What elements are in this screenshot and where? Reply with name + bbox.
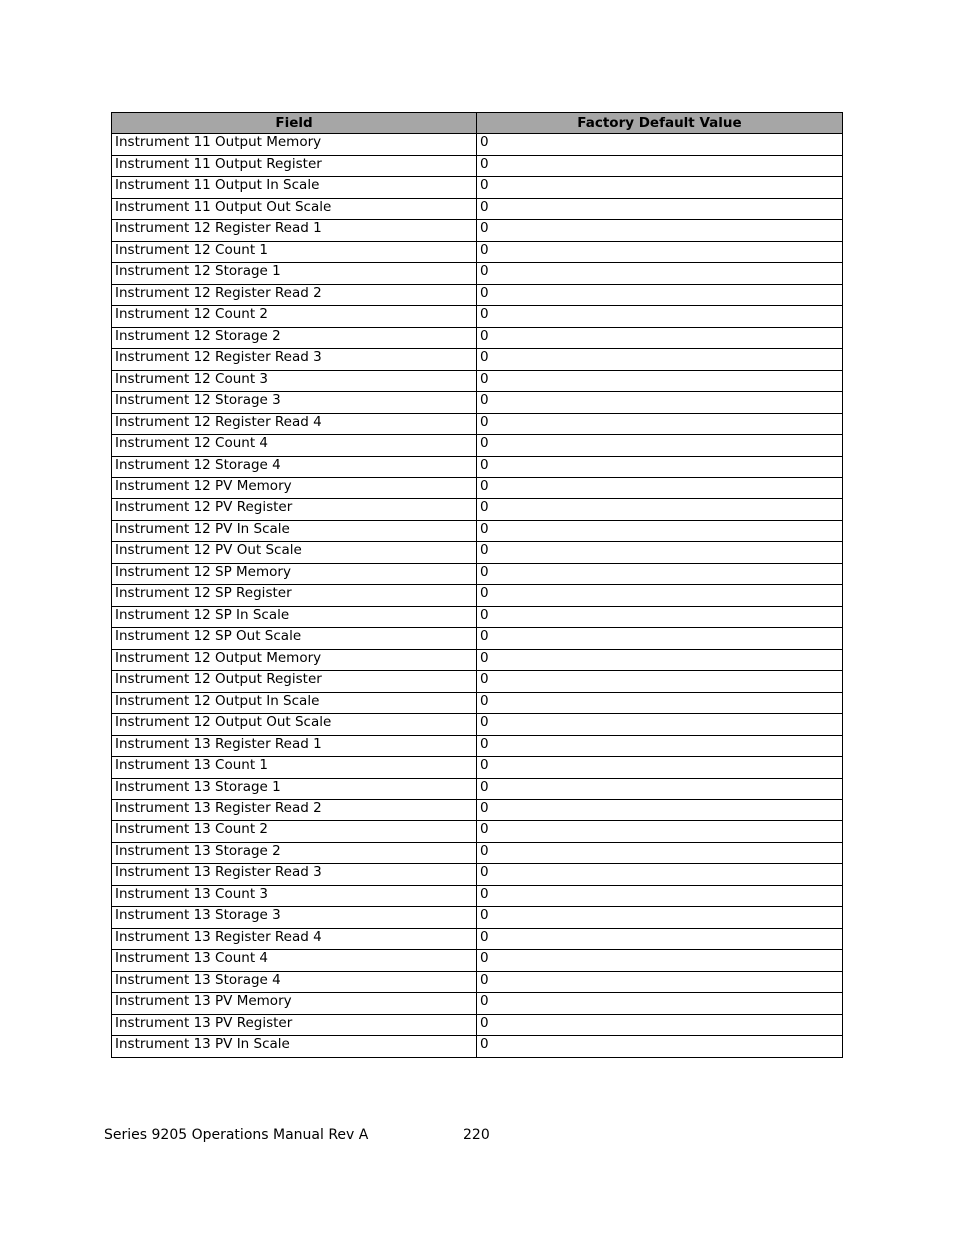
table-row bbox=[112, 606, 843, 627]
default-value-cell: 0 bbox=[477, 499, 843, 520]
table-row bbox=[112, 714, 843, 735]
field-cell: Instrument 12 SP Register bbox=[112, 585, 477, 606]
default-value-cell: 0 bbox=[477, 735, 843, 756]
column-header-field: Field bbox=[112, 113, 477, 134]
table-row bbox=[112, 864, 843, 885]
table-row bbox=[112, 349, 843, 370]
field-cell: Instrument 12 SP Memory bbox=[112, 563, 477, 584]
default-value-cell: 0 bbox=[477, 606, 843, 627]
field-cell: Instrument 12 Output In Scale bbox=[112, 692, 477, 713]
default-value-cell: 0 bbox=[477, 885, 843, 906]
default-value-cell: 0 bbox=[477, 306, 843, 327]
table-row bbox=[112, 520, 843, 541]
default-value-cell: 0 bbox=[477, 134, 843, 155]
default-value-cell: 0 bbox=[477, 435, 843, 456]
table-row bbox=[112, 692, 843, 713]
table-row bbox=[112, 1036, 843, 1057]
table-row bbox=[112, 649, 843, 670]
table-row bbox=[112, 563, 843, 584]
default-value-cell: 0 bbox=[477, 778, 843, 799]
table-row bbox=[112, 477, 843, 498]
field-cell: Instrument 13 Count 3 bbox=[112, 885, 477, 906]
table-row bbox=[112, 585, 843, 606]
default-value-cell: 0 bbox=[477, 821, 843, 842]
field-cell: Instrument 12 Count 2 bbox=[112, 306, 477, 327]
default-value-cell: 0 bbox=[477, 971, 843, 992]
field-cell: Instrument 12 Output Memory bbox=[112, 649, 477, 670]
field-cell: Instrument 12 Register Read 1 bbox=[112, 220, 477, 241]
field-cell: Instrument 12 Output Register bbox=[112, 671, 477, 692]
table-row bbox=[112, 284, 843, 305]
field-cell: Instrument 12 Register Read 3 bbox=[112, 349, 477, 370]
default-value-cell: 0 bbox=[477, 284, 843, 305]
table-row bbox=[112, 327, 843, 348]
table-row bbox=[112, 950, 843, 971]
default-value-cell: 0 bbox=[477, 649, 843, 670]
field-cell: Instrument 12 Register Read 4 bbox=[112, 413, 477, 434]
table-row bbox=[112, 778, 843, 799]
default-value-cell: 0 bbox=[477, 671, 843, 692]
field-cell: Instrument 12 Register Read 2 bbox=[112, 284, 477, 305]
default-value-cell: 0 bbox=[477, 263, 843, 284]
table-row bbox=[112, 735, 843, 756]
field-cell: Instrument 13 PV Register bbox=[112, 1014, 477, 1035]
table-row bbox=[112, 671, 843, 692]
field-cell: Instrument 12 SP In Scale bbox=[112, 606, 477, 627]
field-cell: Instrument 12 Storage 1 bbox=[112, 263, 477, 284]
default-value-cell: 0 bbox=[477, 477, 843, 498]
field-cell: Instrument 12 Count 4 bbox=[112, 435, 477, 456]
field-cell: Instrument 11 Output Memory bbox=[112, 134, 477, 155]
table-row bbox=[112, 155, 843, 176]
default-value-cell: 0 bbox=[477, 327, 843, 348]
default-value-cell: 0 bbox=[477, 842, 843, 863]
table-row bbox=[112, 198, 843, 219]
field-cell: Instrument 13 Storage 1 bbox=[112, 778, 477, 799]
field-cell: Instrument 13 Storage 2 bbox=[112, 842, 477, 863]
table-row bbox=[112, 413, 843, 434]
field-cell: Instrument 12 PV In Scale bbox=[112, 520, 477, 541]
field-cell: Instrument 13 Storage 4 bbox=[112, 971, 477, 992]
table-row bbox=[112, 306, 843, 327]
table-row bbox=[112, 456, 843, 477]
default-value-cell: 0 bbox=[477, 1014, 843, 1035]
field-cell: Instrument 13 Count 1 bbox=[112, 757, 477, 778]
default-value-cell: 0 bbox=[477, 585, 843, 606]
default-value-cell: 0 bbox=[477, 155, 843, 176]
default-value-cell: 0 bbox=[477, 864, 843, 885]
table-row bbox=[112, 392, 843, 413]
default-value-cell: 0 bbox=[477, 563, 843, 584]
field-cell: Instrument 11 Output Register bbox=[112, 155, 477, 176]
default-value-cell: 0 bbox=[477, 520, 843, 541]
default-value-cell: 0 bbox=[477, 198, 843, 219]
default-value-cell: 0 bbox=[477, 714, 843, 735]
factory-defaults-table bbox=[111, 112, 843, 1058]
field-cell: Instrument 13 Register Read 3 bbox=[112, 864, 477, 885]
default-value-cell: 0 bbox=[477, 177, 843, 198]
field-cell: Instrument 13 Count 4 bbox=[112, 950, 477, 971]
field-cell: Instrument 12 Count 1 bbox=[112, 241, 477, 262]
default-value-cell: 0 bbox=[477, 928, 843, 949]
default-value-cell: 0 bbox=[477, 349, 843, 370]
field-cell: Instrument 12 SP Out Scale bbox=[112, 628, 477, 649]
table-row bbox=[112, 928, 843, 949]
field-cell: Instrument 13 PV In Scale bbox=[112, 1036, 477, 1057]
table-row bbox=[112, 993, 843, 1014]
default-value-cell: 0 bbox=[477, 800, 843, 821]
field-cell: Instrument 13 Storage 3 bbox=[112, 907, 477, 928]
table-header-row bbox=[112, 113, 843, 134]
field-cell: Instrument 12 PV Memory bbox=[112, 477, 477, 498]
field-cell: Instrument 11 Output In Scale bbox=[112, 177, 477, 198]
default-value-cell: 0 bbox=[477, 542, 843, 563]
table-row bbox=[112, 885, 843, 906]
default-value-cell: 0 bbox=[477, 628, 843, 649]
field-cell: Instrument 13 Register Read 4 bbox=[112, 928, 477, 949]
field-cell: Instrument 12 Output Out Scale bbox=[112, 714, 477, 735]
table-row bbox=[112, 542, 843, 563]
table-row bbox=[112, 757, 843, 778]
field-cell: Instrument 12 PV Out Scale bbox=[112, 542, 477, 563]
default-value-cell: 0 bbox=[477, 950, 843, 971]
default-value-cell: 0 bbox=[477, 692, 843, 713]
footer-page-number: 220 bbox=[463, 1127, 490, 1143]
table-row bbox=[112, 628, 843, 649]
table-row bbox=[112, 800, 843, 821]
table-row bbox=[112, 907, 843, 928]
field-cell: Instrument 12 Storage 3 bbox=[112, 392, 477, 413]
default-value-cell: 0 bbox=[477, 907, 843, 928]
table-row bbox=[112, 1014, 843, 1035]
default-value-cell: 0 bbox=[477, 392, 843, 413]
field-cell: Instrument 11 Output Out Scale bbox=[112, 198, 477, 219]
default-value-cell: 0 bbox=[477, 370, 843, 391]
field-cell: Instrument 12 PV Register bbox=[112, 499, 477, 520]
default-value-cell: 0 bbox=[477, 220, 843, 241]
field-cell: Instrument 12 Storage 4 bbox=[112, 456, 477, 477]
table-row bbox=[112, 220, 843, 241]
table-row bbox=[112, 821, 843, 842]
table-row bbox=[112, 499, 843, 520]
table-body bbox=[112, 134, 843, 1057]
field-cell: Instrument 13 PV Memory bbox=[112, 993, 477, 1014]
field-cell: Instrument 13 Register Read 2 bbox=[112, 800, 477, 821]
table-row bbox=[112, 842, 843, 863]
default-value-cell: 0 bbox=[477, 757, 843, 778]
default-value-cell: 0 bbox=[477, 241, 843, 262]
column-header-default-value: Factory Default Value bbox=[477, 113, 843, 134]
default-value-cell: 0 bbox=[477, 1036, 843, 1057]
field-cell: Instrument 12 Storage 2 bbox=[112, 327, 477, 348]
default-value-cell: 0 bbox=[477, 456, 843, 477]
table-row bbox=[112, 370, 843, 391]
field-cell: Instrument 12 Count 3 bbox=[112, 370, 477, 391]
field-cell: Instrument 13 Register Read 1 bbox=[112, 735, 477, 756]
table-row bbox=[112, 971, 843, 992]
table-row bbox=[112, 134, 843, 155]
table-row bbox=[112, 263, 843, 284]
default-value-cell: 0 bbox=[477, 993, 843, 1014]
field-cell: Instrument 13 Count 2 bbox=[112, 821, 477, 842]
table-row bbox=[112, 241, 843, 262]
table-row bbox=[112, 177, 843, 198]
footer-manual-title: Series 9205 Operations Manual Rev A bbox=[104, 1127, 369, 1143]
default-value-cell: 0 bbox=[477, 413, 843, 434]
table-row bbox=[112, 435, 843, 456]
